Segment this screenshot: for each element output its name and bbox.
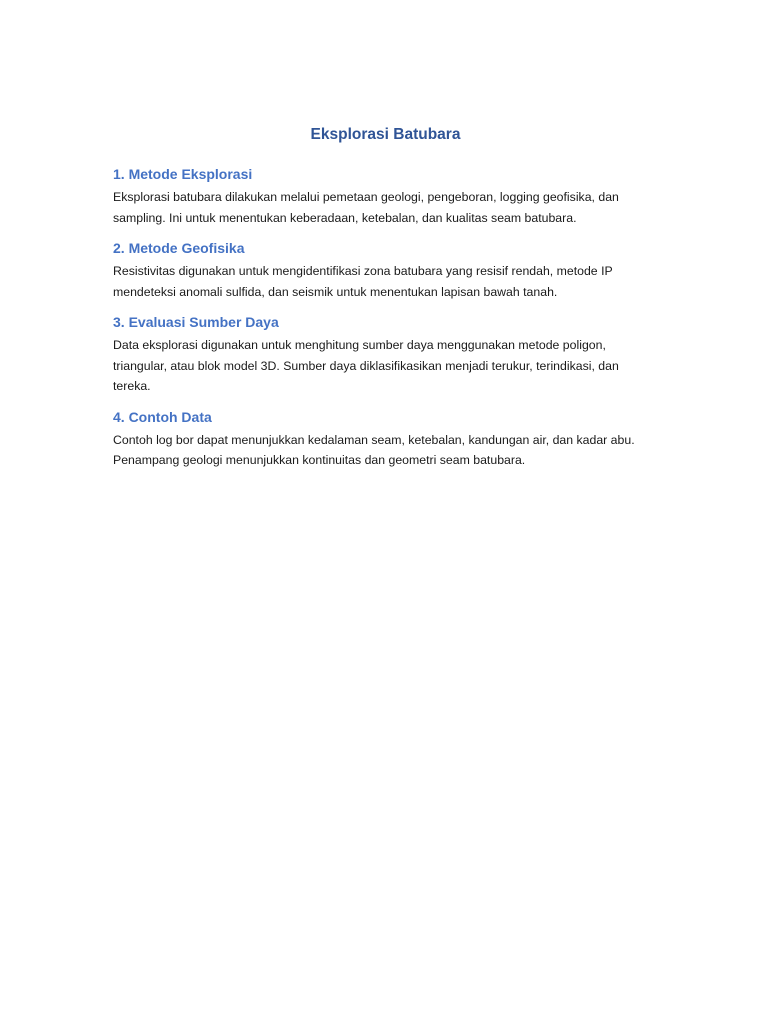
section-heading: 4. Contoh Data <box>113 408 212 425</box>
section-contoh-data <box>113 407 658 471</box>
section-heading: 1. Metode Eksplorasi <box>113 166 253 182</box>
document-title: Eksplorasi Batubara <box>310 126 461 143</box>
section-heading: 3. Evaluasi Sumber Daya <box>113 314 279 330</box>
section-heading: 2. Metode Geofisika <box>113 240 245 256</box>
section-evaluasi-sumber-daya <box>113 312 658 397</box>
section-paragraph: Eksplorasi batubara dilakukan melalui pemetaan geologi, pengeboran, logging geofisika, dan sampling. Ini untuk menentukan keberadaan, ketebalan, dan kualitas seam batubara. <box>113 190 619 225</box>
section-metode-geofisika <box>113 238 658 302</box>
section-paragraph: Data eksplorasi digunakan untuk menghitung sumber daya menggunakan metode poligon, triangular, atau blok model 3D. Sumber daya diklasifikasikan menjadi terukur, terindikasi, dan tereka. <box>113 338 619 393</box>
document-content <box>113 124 658 481</box>
section-paragraph: Resistivitas digunakan untuk mengidentifikasi zona batubara yang resisif rendah, metode IP mendeteksi anomali sulfida, dan seismik untuk menentukan lapisan bawah tanah. <box>113 264 613 299</box>
section-metode-eksplorasi <box>113 164 658 228</box>
section-paragraph: Contoh log bor dapat menunjukkan kedalaman seam, ketebalan, kandungan air, dan kadar abu. Penampang geologi menunjukkan kontinuitas dan geometri seam batubara. <box>113 432 635 467</box>
